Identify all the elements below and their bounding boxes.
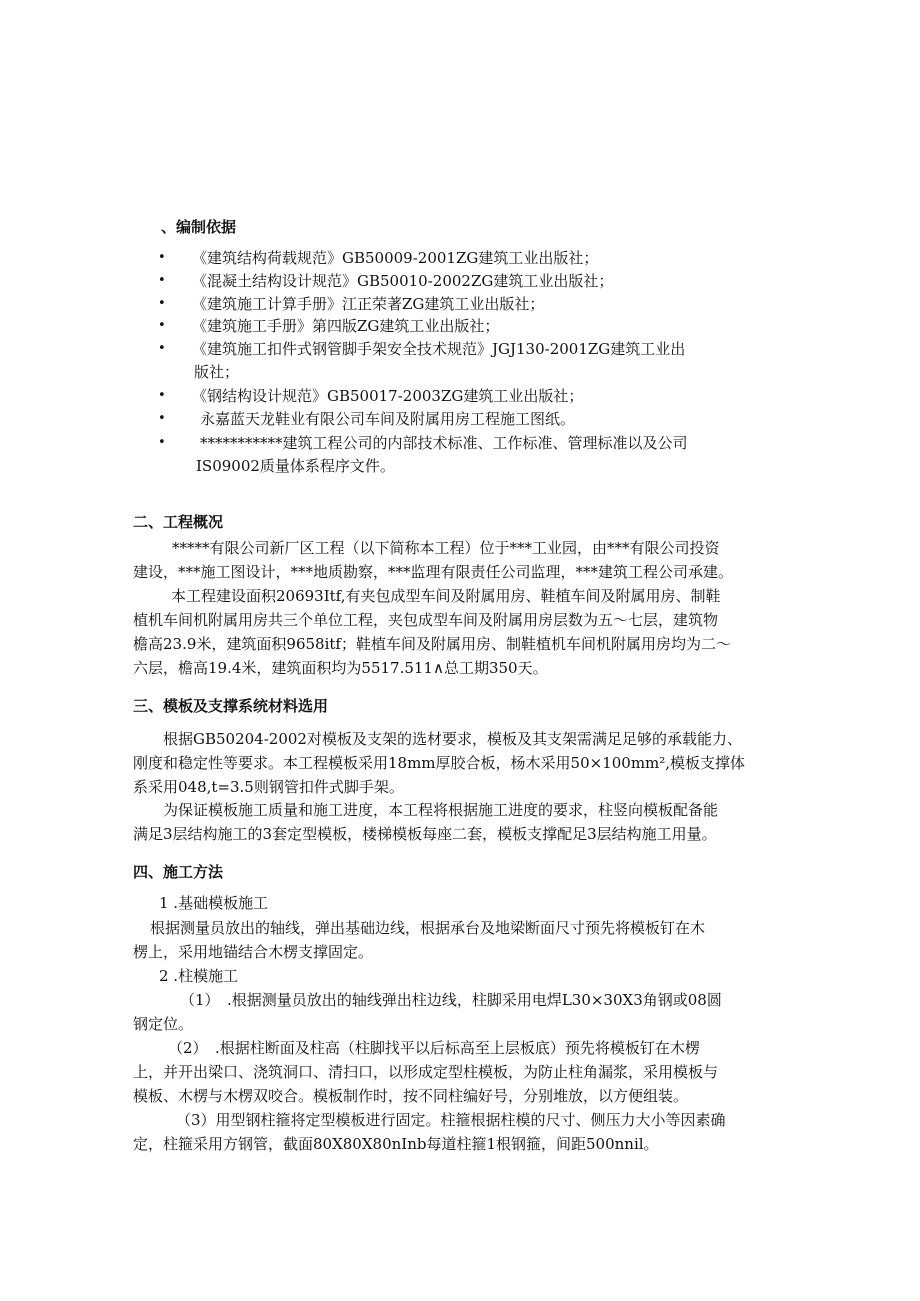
reference-item: 《建筑施工计算手册》江正荣著ZG建筑工业出版社； bbox=[192, 295, 545, 313]
paragraph-line: 定，柱箍采用方钢管，截面80X80X80nInb每道柱箍1根钢箍，间距500nnil。 bbox=[133, 1135, 659, 1153]
reference-item: 《建筑施工扣件式钢管脚手架安全技术规范》JGJ130-2001ZG建筑工业出 bbox=[192, 340, 686, 358]
paragraph-line: （1） .根据测量员放出的轴线弹出柱边线，柱脚采用电焊L30×30X3角钢或08圆 bbox=[180, 991, 722, 1009]
section-heading-methods: 四、施工方法 bbox=[133, 863, 224, 881]
reference-item: 《混凝土结构设计规范》GB50010-2002ZG建筑工业出版社； bbox=[192, 272, 614, 290]
paragraph-line: 模板、木楞与木楞双咬合。模板制作时，按不同柱编好号，分别堆放，以方便组装。 bbox=[133, 1087, 689, 1105]
section-heading-overview: 二、工程概况 bbox=[133, 513, 224, 531]
paragraph-line: 植机车间机附属用房共三个单位工程，夹包成型车间及附属用房层数为五～七层，建筑物 bbox=[133, 611, 719, 629]
reference-item: 永嘉蓝天龙鞋业有限公司车间及附属用房工程施工图纸。 bbox=[200, 410, 576, 428]
bullet-dot: • bbox=[158, 318, 166, 333]
bullet-dot: • bbox=[158, 388, 166, 403]
reference-item: ***********建筑工程公司的内部技术标准、工作标准、管理标准以及公司 bbox=[200, 434, 688, 452]
paragraph-line: 为保证模板施工质量和施工进度，本工程将根据施工进度的要求，柱竖向模板配备能 bbox=[163, 801, 719, 819]
paragraph-line: 系采用048,t=3.5则钢管扣件式脚手架。 bbox=[133, 778, 404, 796]
subsection-title: 2 .柱模施工 bbox=[159, 967, 239, 985]
paragraph-line: 上，并开出梁口、浇筑洞口、清扫口，以形成定型柱模板，为防止柱角漏浆，采用模板与 bbox=[133, 1063, 719, 1081]
reference-item: 《建筑施工手册》第四版ZG建筑工业出版社； bbox=[192, 317, 500, 335]
paragraph-line: 满足3层结构施工的3套定型模板，楼梯模板每座二套，模板支撑配足3层结构施工用量。 bbox=[133, 825, 717, 843]
paragraph-line: 建设，***施工图设计，***地质勘察，***监理有限责任公司监理，***建筑工程公司承建。 bbox=[133, 563, 734, 581]
bullet-dot: • bbox=[158, 341, 166, 356]
bullet-dot: • bbox=[158, 296, 166, 311]
bullet-dot: • bbox=[158, 273, 166, 288]
paragraph-line: （2） .根据柱断面及柱高（柱脚找平以后标高至上层板底）预先将模板钉在木楞 bbox=[168, 1039, 700, 1057]
reference-item: 《建筑结构荷载规范》GB50009-2001ZG建筑工业出版社； bbox=[192, 249, 599, 267]
bullet-dot: • bbox=[158, 250, 166, 265]
paragraph-line: 钢定位。 bbox=[133, 1015, 194, 1033]
paragraph-line: *****有限公司新厂区工程（以下简称本工程）位于***工业园，由***有限公司投资 bbox=[172, 539, 720, 557]
paragraph-line: 楞上，采用地锚结合木楞支撑固定。 bbox=[133, 943, 374, 961]
paragraph-line: （3）用型钢柱箍将定型模板进行固定。柱箍根据柱模的尺寸、侧压力大小等因素确 bbox=[176, 1111, 726, 1129]
paragraph-line: 六层，檐高19.4米，建筑面积均为5517.511∧总工期350天。 bbox=[133, 659, 548, 677]
paragraph-line: 檐高23.9米，建筑面积9658itf；鞋植车间及附属用房、制鞋植机车间机附属用房均为二～ bbox=[133, 635, 731, 653]
section-heading-basis: 、编制依据 bbox=[161, 218, 237, 236]
bullet-dot: • bbox=[158, 411, 166, 426]
paragraph-line: 根据测量员放出的轴线，弹出基础边线，根据承台及地梁断面尺寸预先将模板钉在木 bbox=[150, 919, 706, 937]
section-heading-materials: 三、模板及支撑系统材料选用 bbox=[133, 697, 329, 715]
reference-item-continued: IS09002质量体系程序文件。 bbox=[196, 457, 395, 475]
paragraph-line: 刚度和稳定性等要求。本工程模板采用18mm厚胶合板，杨木采用50×100mm²,模板支撑体 bbox=[133, 754, 746, 772]
reference-item-continued: 版社； bbox=[194, 363, 240, 381]
subsection-title: 1 .基础模板施工 bbox=[159, 894, 269, 912]
bullet-dot: • bbox=[158, 435, 166, 450]
paragraph-line: 根据GB50204-2002对模板及支架的选材要求，模板及其支架需满足足够的承载能力、 bbox=[163, 730, 742, 748]
reference-item: 《钢结构设计规范》GB50017-2003ZG建筑工业出版社； bbox=[192, 387, 584, 405]
paragraph-line: 本工程建设面积20693Itf,有夹包成型车间及附属用房、鞋植车间及附属用房、制鞋 bbox=[171, 587, 721, 605]
